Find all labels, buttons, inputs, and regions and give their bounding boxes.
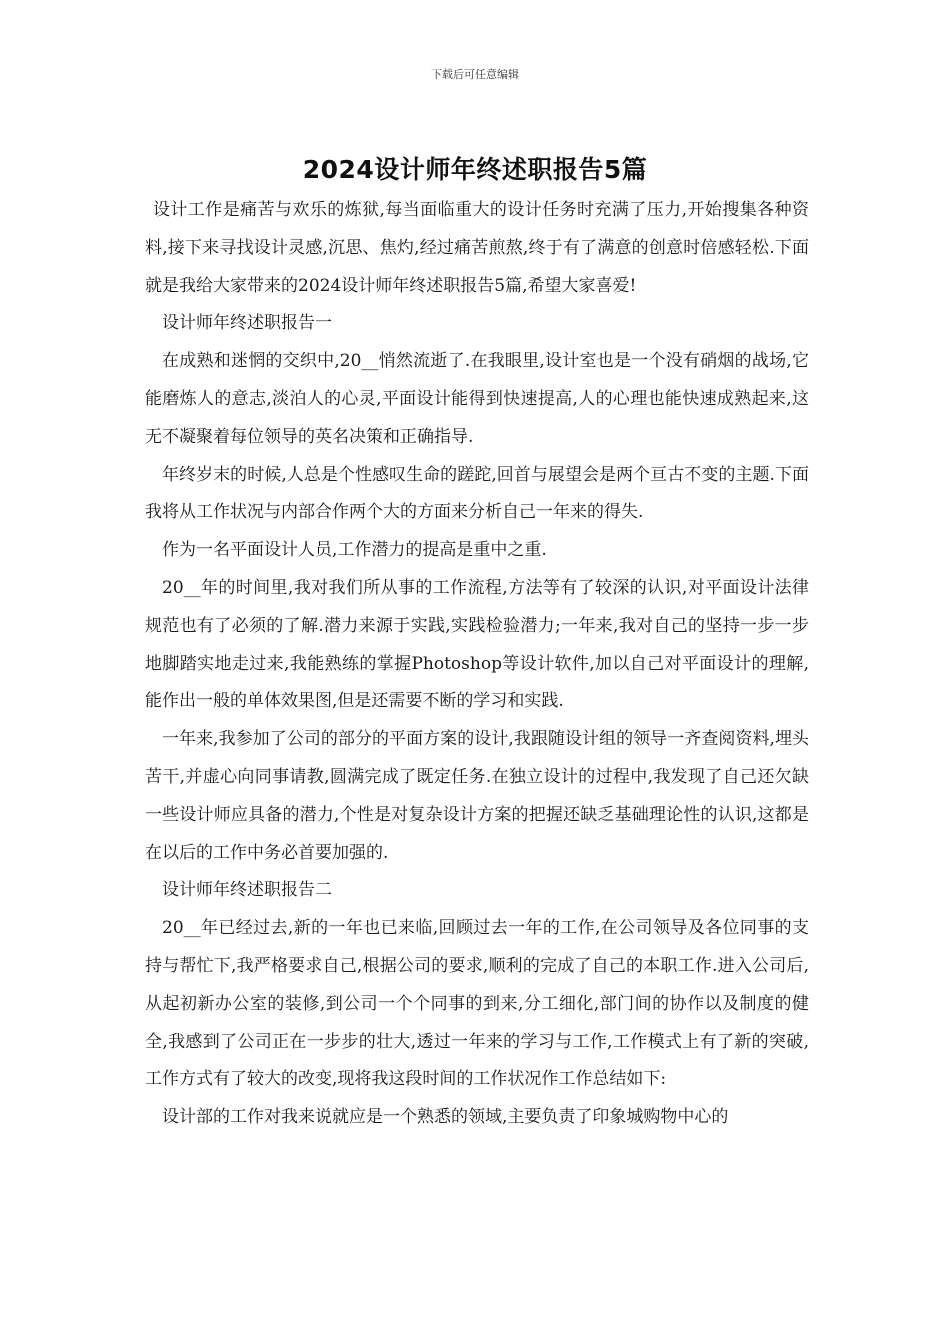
section-heading-1: 设计师年终述职报告一 [162,313,332,334]
section-heading-2: 设计师年终述职报告二 [162,880,332,901]
body-paragraph: 20__年的时间里,我对我们所从事的工作流程,方法等有了较深的认识,对平面设计法律规范也有了必须的了解.潜力来源于实践,实践检验潜力;一年来,我对自己的坚持一步一步地脚踏实地走过来,我能熟练的掌握Photoshop等设计软件,加以自己对平面设计的理解,能作出一般的单体效果图,但是还需要不断的学习和实践. [145,577,809,712]
body-paragraph: 一年来,我参加了公司的部分的平面方案的设计,我跟随设计组的领导一齐查阅资料,埋头苦干,并虚心向同事请教,圆满完成了既定任务.在独立设计的过程中,我发现了自己还欠缺一些设计师应具备的潜力,个性是对复杂设计方案的把握还缺乏基础理论性的认识,这都是在以后的工作中务必首要加强的. [145,729,809,863]
body-paragraph: 20__年已经过去,新的一年也已来临,回顾过去一年的工作,在公司领导及各位同事的支持与帮忙下,我严格要求自己,根据公司的要求,顺利的完成了自己的本职工作.进入公司后,从起初新办公室的装修,到公司一个个同事的到来,分工细化,部门间的协作以及制度的健全,我感到了公司正在一步步的壮大,透过一年来的学习与工作,工作模式上有了新的突破,工作方式有了较大的改变,现将我这段时间的工作状况作工作总结如下: [145,918,809,1090]
body-paragraph: 作为一名平面设计人员,工作潜力的提高是重中之重. [162,540,547,561]
intro-paragraph: 设计工作是痛苦与欢乐的炼狱,每当面临重大的设计任务时充满了压力,开始搜集各种资料,接下来寻找设计灵感,沉思、焦灼,经过痛苦煎熬,终于有了满意的创意时倍感轻松.下面就是我给大家带来的2024设计师年终述职报告5篇,希望大家喜爱! [145,200,809,296]
document-title: 2024设计师年终述职报告5篇 [302,155,648,184]
header-note: 下载后可任意编辑 [431,68,519,81]
body-paragraph: 年终岁末的时候,人总是个性感叹生命的蹉跎,回首与展望会是两个亘古不变的主题.下面我将从工作状况与内部合作两个大的方面来分析自己一年来的得失. [145,464,809,523]
document-body [145,192,809,1137]
body-paragraph: 在成熟和迷惘的交织中,20__悄然流逝了.在我眼里,设计室也是一个没有硝烟的战场,它能磨炼人的意志,淡泊人的心灵,平面设计能得到快速提高,人的心理也能快速成熟起来,这无不凝聚着每位领导的英名决策和正确指导. [145,351,809,447]
body-paragraph: 设计部的工作对我来说就应是一个熟悉的领域,主要负责了印象城购物中心的 [162,1107,729,1128]
